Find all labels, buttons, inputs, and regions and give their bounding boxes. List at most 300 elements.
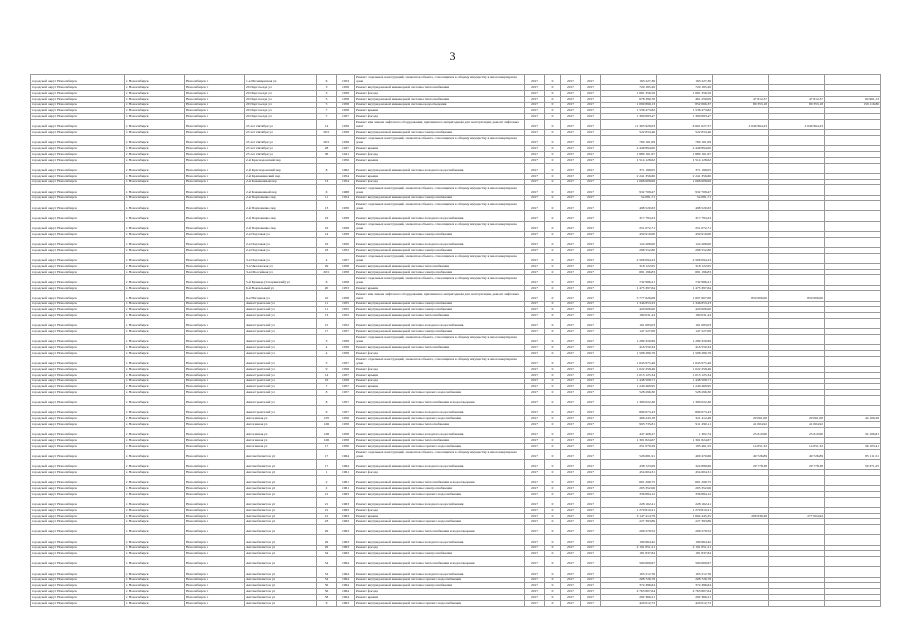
city-cell: г. Новосибирск: [125, 151, 185, 157]
cost-3-cell: 40 726,89: [769, 449, 825, 459]
work-type-cell: Ремонт внутридомовой инженерной системы холодного водоснабжения: [355, 237, 525, 247]
work-type-cell: Ремонт внутридомовой инженерной системы холодного водоснабжения: [355, 163, 525, 173]
cost-1-cell: 147 227,06: [657, 329, 713, 335]
year-3-cell: 2017: [581, 416, 601, 422]
year-2-cell: 2017: [561, 497, 581, 507]
count-cell: 0: [545, 438, 561, 444]
cost-1-cell: 54 081,71: [657, 195, 713, 201]
cost-4-cell: [825, 275, 881, 285]
year-2-cell: 2017: [561, 75, 581, 85]
city-cell: г. Новосибирск: [125, 545, 185, 551]
cost-1-cell: 400 470,66: [657, 449, 713, 459]
cost-1-cell: 1 536 473,82: [657, 108, 713, 114]
year-3-cell: 2017: [581, 151, 601, 157]
cost-2-cell: [713, 475, 769, 485]
cost-1-cell: 1 514 128,62: [657, 157, 713, 163]
city-cell: г. Новосибирск: [125, 583, 185, 589]
okrug-cell: городской округ Новосибирск: [31, 263, 125, 269]
district-cell: Новосибирск г: [185, 345, 245, 351]
year-3-cell: 2017: [581, 269, 601, 275]
district-cell: Новосибирск г: [185, 545, 245, 551]
year-3-cell: 2017: [581, 567, 601, 577]
year-1-cell: 2017: [525, 269, 545, 275]
year-cell: 1962: [337, 163, 355, 173]
street-cell: 25 лет Октября ул: [245, 130, 317, 136]
district-cell: Новосибирск г: [185, 269, 245, 275]
year-3-cell: 2017: [581, 395, 601, 405]
work-type-cell: Ремонт фасада: [355, 589, 525, 595]
year-3-cell: 2017: [581, 285, 601, 291]
street-cell: 20 Партсъезда ул: [245, 85, 317, 91]
year-cell: 1964: [337, 583, 355, 589]
house-cell: 13: [317, 201, 337, 211]
year-cell: 1957: [337, 253, 355, 263]
cost-1-cell: 1 691 356,59: [657, 90, 713, 96]
work-type-cell: Ремонт отдельных конструкций, элементов объекта, относящихся к общему имуществу в многоквартирном доме: [355, 201, 525, 211]
work-type-cell: Ремонт крыши: [355, 513, 525, 519]
street-cell: Авиастроителей ул: [245, 395, 317, 405]
district-cell: Новосибирск г: [185, 313, 245, 319]
year-3-cell: 2017: [581, 577, 601, 583]
count-cell: 0: [545, 318, 561, 328]
total-cost-cell: 526 681,91: [601, 449, 657, 459]
district-cell: Новосибирск г: [185, 231, 245, 237]
house-cell: 20: [317, 285, 337, 291]
year-2-cell: 2017: [561, 269, 581, 275]
year-1-cell: 2017: [525, 114, 545, 120]
house-cell: 4: [317, 345, 337, 351]
year-cell: 1964: [337, 459, 355, 469]
district-cell: Новосибирск г: [185, 497, 245, 507]
cost-4-cell: 159 116,86: [825, 102, 881, 108]
house-cell: 54: [317, 567, 337, 577]
street-cell: Автогенная ул: [245, 422, 317, 428]
district-cell: Новосибирск г: [185, 114, 245, 120]
house-cell: 58: [317, 594, 337, 600]
street-cell: Авиастроителей ул: [245, 350, 317, 356]
year-1-cell: 2017: [525, 384, 545, 390]
district-cell: Новосибирск г: [185, 372, 245, 378]
total-cost-cell: 336 884,12: [601, 491, 657, 497]
table-row: [31, 600, 881, 606]
total-cost-cell: 678 390,76: [601, 96, 657, 102]
cost-4-cell: [825, 185, 881, 195]
okrug-cell: городской округ Новосибирск: [31, 406, 125, 416]
city-cell: г. Новосибирск: [125, 231, 185, 237]
count-cell: 0: [545, 221, 561, 231]
count-cell: 0: [545, 513, 561, 519]
cost-1-cell: 180 031,24: [657, 313, 713, 319]
year-1-cell: 2017: [525, 253, 545, 263]
year-2-cell: 2017: [561, 291, 581, 301]
cost-4-cell: 94 961,13: [825, 96, 881, 102]
okrug-cell: городской округ Новосибирск: [31, 163, 125, 173]
cost-3-cell: [769, 356, 825, 366]
year-2-cell: 2017: [561, 600, 581, 606]
cost-1-cell: 1 289 320,69: [657, 334, 713, 344]
city-cell: г. Новосибирск: [125, 237, 185, 247]
city-cell: г. Новосибирск: [125, 247, 185, 253]
count-cell: 0: [545, 356, 561, 366]
cost-2-cell: [713, 525, 769, 535]
okrug-cell: городской округ Новосибирск: [31, 384, 125, 390]
work-type-cell: Ремонт крыши: [355, 285, 525, 291]
year-1-cell: 2017: [525, 427, 545, 437]
cost-3-cell: [769, 318, 825, 328]
total-cost-cell: 1 475 397,64: [601, 285, 657, 291]
count-cell: 0: [545, 519, 561, 525]
house-cell: 21: [317, 507, 337, 513]
cost-2-cell: [713, 185, 769, 195]
cost-3-cell: [769, 163, 825, 173]
year-cell: 1954: [337, 173, 355, 179]
district-cell: Новосибирск г: [185, 263, 245, 269]
work-type-cell: Ремонт внутридомовой инженерной системы горячего водоснабжения: [355, 577, 525, 583]
count-cell: 0: [545, 535, 561, 545]
district-cell: Новосибирск г: [185, 577, 245, 583]
year-2-cell: 2017: [561, 313, 581, 319]
city-cell: г. Новосибирск: [125, 75, 185, 85]
district-cell: Новосибирск г: [185, 589, 245, 595]
district-cell: Новосибирск г: [185, 422, 245, 428]
year-3-cell: 2017: [581, 378, 601, 384]
work-type-cell: Ремонт крыши: [355, 384, 525, 390]
street-cell: 20 Партсъезда ул: [245, 114, 317, 120]
year-cell: 1952: [337, 313, 355, 319]
house-cell: 9: [317, 366, 337, 372]
count-cell: 0: [545, 173, 561, 179]
year-1-cell: 2017: [525, 318, 545, 328]
district-cell: Новосибирск г: [185, 600, 245, 606]
year-2-cell: 2017: [561, 427, 581, 437]
district-cell: Новосибирск г: [185, 247, 245, 253]
cost-1-cell: 852 066,37: [657, 102, 713, 108]
work-type-cell: Ремонт отдельных конструкций, элементов объекта, относящихся к общему имуществу в многоквартирном доме: [355, 75, 525, 85]
city-cell: г. Новосибирск: [125, 179, 185, 185]
year-2-cell: 2017: [561, 108, 581, 114]
cost-1-cell: 2 763 807,64: [657, 589, 713, 595]
street-cell: Автомобилистов ул: [245, 567, 317, 577]
year-cell: 1963: [337, 497, 355, 507]
okrug-cell: городской округ Новосибирск: [31, 135, 125, 145]
count-cell: 0: [545, 577, 561, 583]
district-cell: Новосибирск г: [185, 390, 245, 396]
cost-4-cell: 59 371,25: [825, 459, 881, 469]
house-cell: 19: [317, 211, 337, 221]
total-cost-cell: 317 793,23: [601, 211, 657, 221]
street-cell: 2-я Портовая ул: [245, 237, 317, 247]
district-cell: Новосибирск г: [185, 384, 245, 390]
cost-4-cell: [825, 557, 881, 567]
cost-3-cell: [769, 475, 825, 485]
year-1-cell: 2017: [525, 438, 545, 444]
work-type-cell: Ремонт отдельных конструкций, элементов объекта, относящихся к общему имуществу в многоквартирном доме: [355, 449, 525, 459]
cost-1-cell: 1 645 675,49: [657, 356, 713, 366]
year-cell: 1957: [337, 329, 355, 335]
city-cell: г. Новосибирск: [125, 130, 185, 136]
okrug-cell: городской округ Новосибирск: [31, 275, 125, 285]
work-type-cell: Ремонт крыши: [355, 594, 525, 600]
cost-1-cell: 911 290,11: [657, 422, 713, 428]
count-cell: 0: [545, 583, 561, 589]
district-cell: Новосибирск г: [185, 195, 245, 201]
district-cell: Новосибирск г: [185, 119, 245, 129]
year-cell: 1963: [337, 551, 355, 557]
year-2-cell: 2017: [561, 459, 581, 469]
cost-2-cell: [713, 221, 769, 231]
cost-4-cell: [825, 119, 881, 129]
work-type-cell: Ремонт внутридомовой инженерной системы горячего водоснабжения: [355, 491, 525, 497]
year-1-cell: 2017: [525, 545, 545, 551]
count-cell: 0: [545, 119, 561, 129]
year-2-cell: 2017: [561, 390, 581, 396]
cost-1-cell: 1 240 460,95: [657, 384, 713, 390]
year-2-cell: 2017: [561, 146, 581, 152]
house-cell: 7: [317, 108, 337, 114]
year-3-cell: 2017: [581, 356, 601, 366]
house-cell: 7: [317, 114, 337, 120]
count-cell: 0: [545, 285, 561, 291]
total-cost-cell: 296 552,60: [601, 247, 657, 253]
total-cost-cell: 1 514 128,62: [601, 157, 657, 163]
street-cell: Авиастроителей ул: [245, 301, 317, 307]
cost-3-cell: 277 004,92: [769, 513, 825, 519]
year-1-cell: 2017: [525, 151, 545, 157]
house-cell: 14: [317, 231, 337, 237]
cost-2-cell: [713, 75, 769, 85]
year-3-cell: 2017: [581, 557, 601, 567]
year-3-cell: 2017: [581, 583, 601, 589]
cost-1-cell: 720 185,20: [657, 85, 713, 91]
street-cell: 20 Партсъезда ул: [245, 96, 317, 102]
street-cell: Авиастроителей ул: [245, 334, 317, 344]
work-type-cell: Ремонт фасада: [355, 179, 525, 185]
year-3-cell: 2017: [581, 475, 601, 485]
house-cell: 17: [317, 449, 337, 459]
year-1-cell: 2017: [525, 285, 545, 291]
year-2-cell: 2017: [561, 395, 581, 405]
year-3-cell: 2017: [581, 237, 601, 247]
street-cell: 25 лет Октября ул: [245, 135, 317, 145]
street-cell: 25 лет Октября ул: [245, 146, 317, 152]
work-type-cell: Ремонт внутридомовой инженерной системы теплоснабжения и водоотведения: [355, 475, 525, 485]
total-cost-cell: 1 508 280,79: [601, 350, 657, 356]
year-2-cell: 2017: [561, 85, 581, 91]
count-cell: 0: [545, 102, 561, 108]
city-cell: г. Новосибирск: [125, 307, 185, 313]
year-1-cell: 2017: [525, 416, 545, 422]
count-cell: 0: [545, 406, 561, 416]
work-type-cell: Ремонт фасада: [355, 366, 525, 372]
year-cell: 1963: [337, 545, 355, 551]
count-cell: 0: [545, 85, 561, 91]
district-cell: Новосибирск г: [185, 185, 245, 195]
cost-4-cell: [825, 406, 881, 416]
cost-1-cell: 1 302,74: [657, 427, 713, 437]
house-cell: 16: [317, 237, 337, 247]
district-cell: Новосибирск г: [185, 395, 245, 405]
district-cell: Новосибирск г: [185, 491, 245, 497]
house-cell: 29: [317, 535, 337, 545]
cost-2-cell: [713, 318, 769, 328]
total-cost-cell: 180 031,24: [601, 313, 657, 319]
cost-1-cell: 1 448 508,71: [657, 378, 713, 384]
house-cell: 28: [317, 146, 337, 152]
year-cell: 1958: [337, 422, 355, 428]
year-2-cell: 2017: [561, 135, 581, 145]
year-cell: 1957: [337, 384, 355, 390]
count-cell: 0: [545, 237, 561, 247]
year-cell: 1953: [337, 247, 355, 253]
work-type-cell: Ремонт внутридомовой инженерной системы горячего водоснабжения: [355, 600, 525, 606]
count-cell: 0: [545, 301, 561, 307]
count-cell: 0: [545, 146, 561, 152]
city-cell: г. Новосибирск: [125, 567, 185, 577]
street-cell: Автомобилистов ул: [245, 545, 317, 551]
cost-3-cell: 850 000,00: [769, 291, 825, 301]
table-row: [31, 395, 881, 405]
city-cell: г. Новосибирск: [125, 146, 185, 152]
okrug-cell: городской округ Новосибирск: [31, 525, 125, 535]
cost-1-cell: 732 986,21: [657, 275, 713, 285]
year-1-cell: 2017: [525, 443, 545, 449]
work-type-cell: Ремонт внутридомовой инженерной системы водоотведения: [355, 102, 525, 108]
city-cell: г. Новосибирск: [125, 253, 185, 263]
district-cell: Новосибирск г: [185, 291, 245, 301]
count-cell: 0: [545, 90, 561, 96]
year-cell: 1958: [337, 85, 355, 91]
city-cell: г. Новосибирск: [125, 378, 185, 384]
city-cell: г. Новосибирск: [125, 519, 185, 525]
cost-1-cell: 317 793,23: [657, 211, 713, 221]
year-1-cell: 2017: [525, 334, 545, 344]
table-row: [31, 427, 881, 437]
district-cell: Новосибирск г: [185, 486, 245, 492]
count-cell: 0: [545, 378, 561, 384]
okrug-cell: городской округ Новосибирск: [31, 231, 125, 237]
district-cell: Новосибирск г: [185, 525, 245, 535]
year-1-cell: 2017: [525, 449, 545, 459]
okrug-cell: городской округ Новосибирск: [31, 356, 125, 366]
count-cell: 0: [545, 600, 561, 606]
year-1-cell: 2017: [525, 211, 545, 221]
cost-1-cell: 2 566 094,23: [657, 253, 713, 263]
work-type-cell: Ремонт внутридомовой инженерной системы теплоснабжения и водоотведения: [355, 395, 525, 405]
year-1-cell: 2017: [525, 491, 545, 497]
year-cell: 1958: [337, 263, 355, 269]
year-cell: 1958: [337, 211, 355, 221]
year-2-cell: 2017: [561, 301, 581, 307]
cost-3-cell: [769, 525, 825, 535]
year-1-cell: 2017: [525, 329, 545, 335]
year-3-cell: 2017: [581, 438, 601, 444]
house-cell: 29: [317, 525, 337, 535]
total-cost-cell: 681 196,83: [601, 269, 657, 275]
work-type-cell: Ремонт крыши: [355, 157, 525, 163]
district-cell: Новосибирск г: [185, 459, 245, 469]
city-cell: г. Новосибирск: [125, 173, 185, 179]
street-cell: Автомобилистов ул: [245, 589, 317, 595]
count-cell: 0: [545, 557, 561, 567]
total-cost-cell: 54 081,71: [601, 195, 657, 201]
page-number: 3: [449, 49, 456, 63]
year-1-cell: 2017: [525, 350, 545, 356]
cost-2-cell: [713, 334, 769, 344]
year-1-cell: 2017: [525, 146, 545, 152]
total-cost-cell: 498 520,63: [601, 201, 657, 211]
city-cell: г. Новосибирск: [125, 486, 185, 492]
city-cell: г. Новосибирск: [125, 285, 185, 291]
year-1-cell: 2017: [525, 75, 545, 85]
year-cell: 1958: [337, 427, 355, 437]
cost-1-cell: 227 393,86: [657, 519, 713, 525]
cost-1-cell: 199 864,42: [657, 535, 713, 545]
cost-1-cell: 1 662 445,25: [657, 513, 713, 519]
cost-3-cell: [769, 201, 825, 211]
okrug-cell: городской округ Новосибирск: [31, 422, 125, 428]
work-type-cell: Ремонт внутридомовой инженерной системы холодного водоснабжения: [355, 567, 525, 577]
street-cell: 1-я Мочищенская ул: [245, 75, 317, 85]
year-2-cell: 2017: [561, 318, 581, 328]
street-cell: 2-й Пархоменко пер: [245, 195, 317, 201]
district-cell: Новосибирск г: [185, 535, 245, 545]
house-cell: 29: [317, 263, 337, 269]
year-2-cell: 2017: [561, 416, 581, 422]
city-cell: г. Новосибирск: [125, 85, 185, 91]
work-type-cell: Ремонт фасада: [355, 545, 525, 551]
total-cost-cell: 720 185,20: [601, 85, 657, 91]
year-cell: 1956: [337, 416, 355, 422]
table-row: [31, 291, 881, 301]
street-cell: Автомобилистов ул: [245, 519, 317, 525]
okrug-cell: городской округ Новосибирск: [31, 301, 125, 307]
district-cell: Новосибирск г: [185, 285, 245, 291]
street-cell: Автогенная ул: [245, 438, 317, 444]
work-type-cell: Ремонт внутридомовой инженерной системы электроснабжения: [355, 130, 525, 136]
district-cell: Новосибирск г: [185, 108, 245, 114]
year-1-cell: 2017: [525, 507, 545, 513]
year-2-cell: 2017: [561, 525, 581, 535]
okrug-cell: городской округ Новосибирск: [31, 513, 125, 519]
street-cell: Автомобилистов ул: [245, 600, 317, 606]
cost-2-cell: 208 638,49: [713, 513, 769, 519]
year-1-cell: 2017: [525, 345, 545, 351]
year-1-cell: 2017: [525, 577, 545, 583]
cost-2-cell: 41 004,92: [713, 422, 769, 428]
city-cell: г. Новосибирск: [125, 557, 185, 567]
year-cell: 1956: [337, 443, 355, 449]
city-cell: г. Новосибирск: [125, 390, 185, 396]
okrug-cell: городской округ Новосибирск: [31, 75, 125, 85]
year-2-cell: 2017: [561, 513, 581, 519]
year-3-cell: 2017: [581, 185, 601, 195]
city-cell: г. Новосибирск: [125, 329, 185, 335]
city-cell: г. Новосибирск: [125, 108, 185, 114]
cost-1-cell: 1 068 608,69: [657, 179, 713, 185]
city-cell: г. Новосибирск: [125, 114, 185, 120]
count-cell: 0: [545, 459, 561, 469]
okrug-cell: городской округ Новосибирск: [31, 146, 125, 152]
city-cell: г. Новосибирск: [125, 350, 185, 356]
year-3-cell: 2017: [581, 221, 601, 231]
cost-1-cell: 1 880 161,97: [657, 151, 713, 157]
street-cell: 20 Партсъезда ул: [245, 102, 317, 108]
work-type-cell: Ремонт внутридомовой инженерной системы горячего водоснабжения: [355, 443, 525, 449]
year-3-cell: 2017: [581, 179, 601, 185]
cost-4-cell: [825, 497, 881, 507]
year-2-cell: 2017: [561, 449, 581, 459]
cost-3-cell: [769, 185, 825, 195]
